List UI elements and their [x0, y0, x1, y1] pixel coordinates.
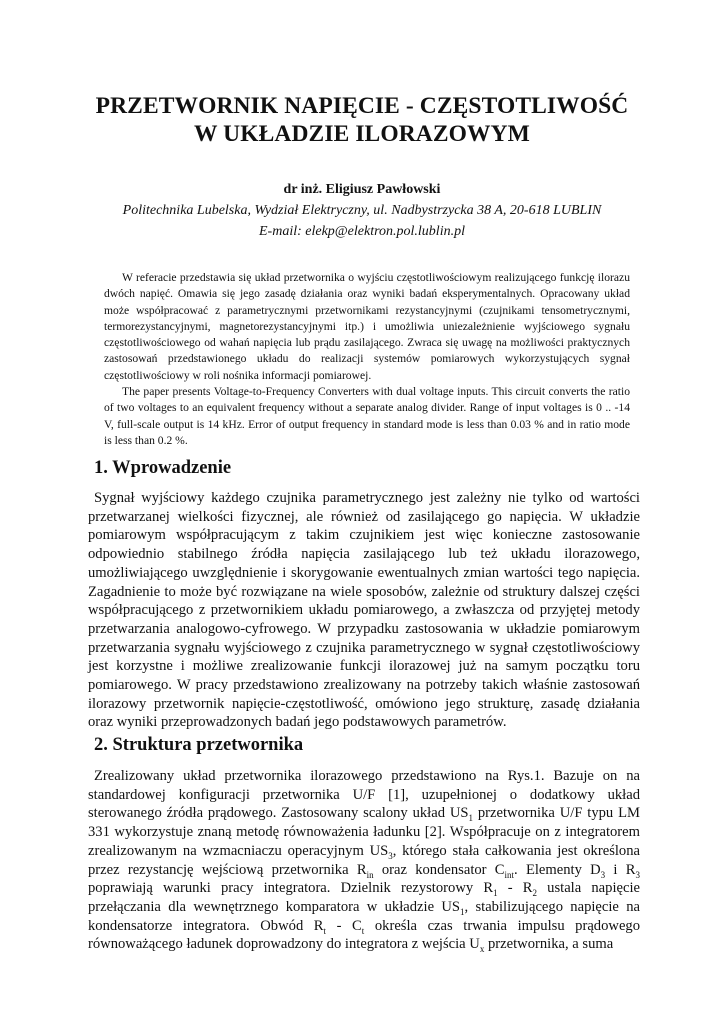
section-heading-structure: 2. Struktura przetwornika — [94, 735, 304, 755]
title-line-2: W UKŁADZIE ILORAZOWYM — [194, 121, 530, 147]
text-run: i R — [605, 861, 636, 878]
author-affiliation: Politechnika Lubelska, Wydział Elektryczny, ul. Nadbystrzycka 38 A, 20-618 LUBLIN — [122, 203, 602, 218]
text-run: Zrealizowany układ przetwornika ilorazowego przedstawiono na Rys.1. Bazuje on na standardowej konfiguracji przetwornika U/F [1], uzupełnionej o dodatkowy układ sterowanego źródła prądowego. Zastosowany scalony układ US — [88, 768, 640, 822]
subscript: 3 — [388, 850, 393, 861]
text-run: określa czas trwania impulsu prądowego równoważącego ładunek doprowadzony do integratora z wejścia U — [88, 917, 641, 953]
text-run: przetwornika, a suma — [484, 936, 614, 953]
subscript: t — [323, 925, 327, 936]
subscript: t — [361, 925, 365, 936]
abstract-polish: W referacie przedstawia się układ przetwornika o wyjściu częstotliwościowym realizującego funkcję ilorazu dwóch napięć. Omawia się jego zasadę działania oraz wyniki badań eksperymentalnych. Opracowany układ może współpracować z parametrycznymi przetwornikami rezystancyjnymi (czujnikami tensometrycznymi, termorezystancyjnymi, magnetorezystancyjnymi itp.) i umożliwia uniezależnienie wyjściowego sygnału częstotliwościowego od wahań napięcia lub prądu zasilającego. Zwraca się uwagę na możliwości praktycznych zastosowań przedstawionego układu do realizacji systemów pomiarowych wykorzystujących sygnał częstotliwościowy w roli nośnika informacji pomiarowej. — [104, 271, 630, 382]
subscript: 1 — [460, 906, 465, 917]
text-run: , którego stała całkowania jest określona przez rezystancję wejściową przetwornika R — [88, 842, 640, 878]
text-run: przetwornika U/F typu LM 331 wykorzystuje znaną metodę równoważenia ładunku [2]. Współpracuje on z integratorem zrealizowanym na wzmacniaczu operacyjnym US — [88, 805, 640, 859]
text-run: . Elementy D — [514, 861, 601, 878]
author-name: dr inż. Eligiusz Pawłowski — [283, 182, 441, 197]
author-email: E-mail: elekp@elektron.pol.lublin.pl — [259, 224, 465, 239]
subscript: int — [504, 869, 515, 880]
introduction-paragraph: Sygnał wyjściowy każdego czujnika parametrycznego jest zależny nie tylko od wartości przetwarzanej wielkości fizycznej, ale również od zasilającego go napięcia. W układzie pomiarowym współpracującym z takim czujnikiem jest więc konieczne zastosowanie odpowiednio stabilnego źródła napięcia zasilającego lub też układu ilorazowego, umożliwiającego uwzględnienie i skorygowanie ewentualnych zmian wartości tego napięcia. Zagadnienie to może być rozwiązane na wiele sposobów, zależnie od struktury dalszej części współpracującego z przetwornikiem układu pomiarowego, a zwłaszcza od przyjętej metody przetwarzania analogowo-cyfrowego. W przypadku zastosowania w układzie pomiarowym przetwarzania sygnału wyjściowego z czujnika parametrycznego w sygnał częstotliwościowy jest korzystne i możliwe zrealizowanie funkcji ilorazowej już na samym początku toru pomiarowego. W pracy przedstawiono zrealizowany na potrzeby takich właśnie zastosowań ilorazowy przetwornik napięcie-częstotliwość, omówiono jego strukturę, zasadę działania oraz wyniki przeprowadzonych badań jego podstawowych parametrów. — [88, 490, 640, 731]
section-structure-body — [88, 767, 640, 954]
paper-title — [40, 92, 684, 148]
text-run: oraz kondensator C — [373, 861, 505, 878]
text-run: - C — [326, 917, 362, 934]
subscript: in — [366, 869, 374, 880]
subscript: 1 — [468, 813, 474, 824]
subscript: x — [479, 944, 485, 955]
text-run: poprawiają warunki pracy integratora. Dzielnik rezystorowy R — [88, 880, 494, 897]
structure-paragraph — [88, 767, 640, 954]
section-introduction-body — [88, 489, 640, 732]
subscript: 3 — [635, 869, 640, 880]
abstract — [104, 270, 630, 449]
text-run: ustala napięcie przełączania dla wewnętrznego komparatora w układzie US — [88, 880, 640, 915]
section-heading-introduction: 1. Wprowadzenie — [94, 458, 232, 478]
text-run: , stabilizującego napięcie na kondensatorze integratora. Obwód R — [88, 898, 640, 934]
text-run: - R — [497, 880, 533, 897]
title-line-1: PRZETWORNIK NAPIĘCIE - CZĘSTOTLIWOŚĆ — [95, 93, 629, 119]
subscript: 2 — [532, 888, 537, 899]
subscript: 3 — [600, 869, 606, 880]
subscript: 1 — [493, 888, 498, 899]
abstract-english: The paper presents Voltage-to-Frequency Converters with dual voltage inputs. This circuit converts the ratio of two voltages to an equivalent frequency without a separate analog divider. Range of input voltages is 0 .. -14 V, full-scale output is 14 kHz. Error of output frequency in standard mode is less than 0.03 % and in ratio mode is less than 0.2 %. — [104, 385, 630, 447]
